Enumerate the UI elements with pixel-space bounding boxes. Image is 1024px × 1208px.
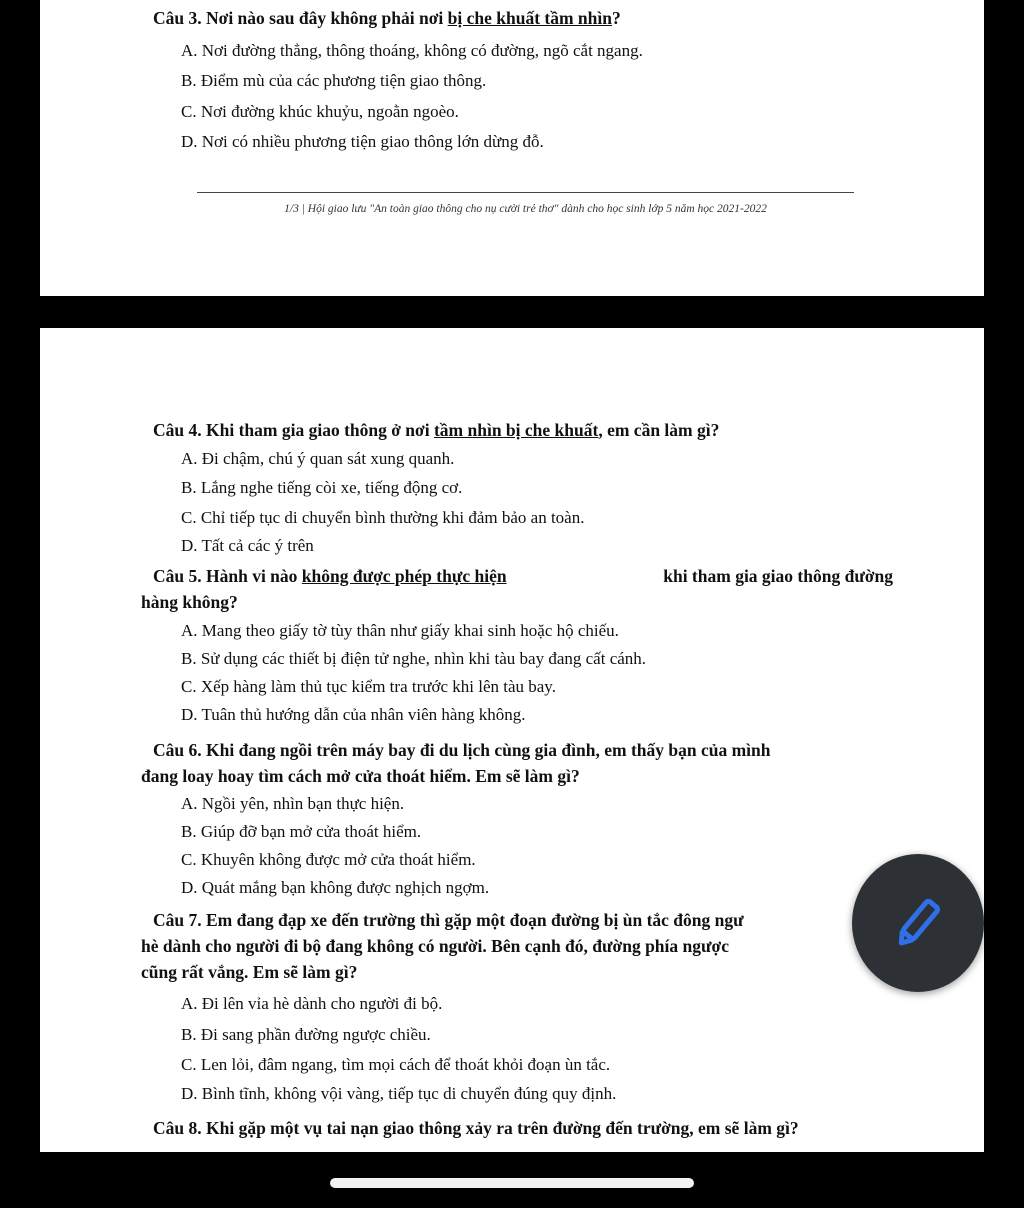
question-5-line-1: Câu 5. Hành vi nào không được phép thực hiện khi tham gia giao thông đường bbox=[153, 566, 893, 586]
question-5-line-2: hàng không? bbox=[141, 592, 238, 612]
question-8: Câu 8. Khi gặp một vụ tai nạn giao thông xảy ra trên đường đến trường, em sẽ làm gì? bbox=[153, 1118, 799, 1138]
q3-option-d: D. Nơi có nhiều phương tiện giao thông lớn dừng đỗ. bbox=[181, 132, 544, 151]
q5-option-a: A. Mang theo giấy tờ tùy thân như giấy khai sinh hoặc hộ chiếu. bbox=[181, 621, 619, 640]
q4-option-c: C. Chỉ tiếp tục di chuyển bình thường khi đảm bảo an toàn. bbox=[181, 508, 585, 527]
q4-option-d: D. Tất cả các ý trên bbox=[181, 536, 314, 555]
question-7-line-1: Câu 7. Em đang đạp xe đến trường thì gặp một đoạn đường bị ùn tắc đông ngư bbox=[153, 910, 744, 930]
q3-option-b: B. Điểm mù của các phương tiện giao thông. bbox=[181, 71, 487, 90]
q6-option-c: C. Khuyên không được mở cửa thoát hiểm. bbox=[181, 850, 476, 869]
pencil-icon bbox=[888, 893, 948, 953]
q5-option-b: B. Sử dụng các thiết bị điện tử nghe, nhìn khi tàu bay đang cất cánh. bbox=[181, 649, 647, 668]
page-footer: 1/3 | Hội giao lưu "An toàn giao thông cho nụ cười trẻ thơ" dành cho học sinh lớp 5 năm học 2021-2022 bbox=[284, 203, 767, 215]
question-7-line-3: cũng rất vắng. Em sẽ làm gì? bbox=[141, 962, 358, 982]
q7-option-c: C. Len lỏi, đâm ngang, tìm mọi cách để thoát khỏi đoạn ùn tắc. bbox=[181, 1055, 611, 1074]
home-indicator[interactable] bbox=[330, 1178, 694, 1188]
edit-fab-button[interactable] bbox=[852, 854, 984, 992]
q7-option-d: D. Bình tĩnh, không vội vàng, tiếp tục di chuyển đúng quy định. bbox=[181, 1084, 617, 1103]
q5-option-c: C. Xếp hàng làm thủ tục kiểm tra trước khi lên tàu bay. bbox=[181, 677, 556, 696]
q3-option-c: C. Nơi đường khúc khuỷu, ngoằn ngoèo. bbox=[181, 102, 459, 121]
question-7-line-2: hè dành cho người đi bộ đang không có người. Bên cạnh đó, đường phía ngược bbox=[141, 936, 729, 956]
q7-option-b: B. Đi sang phần đường ngược chiều. bbox=[181, 1025, 431, 1044]
q7-option-a: A. Đi lên vỉa hè dành cho người đi bộ. bbox=[181, 994, 443, 1013]
document-page-1 bbox=[40, 0, 984, 296]
q6-option-b: B. Giúp đỡ bạn mở cửa thoát hiểm. bbox=[181, 822, 422, 841]
q4-option-b: B. Lắng nghe tiếng còi xe, tiếng động cơ. bbox=[181, 478, 463, 497]
question-3: Câu 3. Nơi nào sau đây không phải nơi bị che khuất tầm nhìn? bbox=[153, 8, 621, 28]
q6-option-d: D. Quát mắng bạn không được nghịch ngợm. bbox=[181, 878, 490, 897]
footer-divider bbox=[197, 192, 854, 193]
question-6-line-2: đang loay hoay tìm cách mở cửa thoát hiểm. Em sẽ làm gì? bbox=[141, 766, 580, 786]
q6-option-a: A. Ngồi yên, nhìn bạn thực hiện. bbox=[181, 794, 405, 813]
q3-option-a: A. Nơi đường thẳng, thông thoáng, không có đường, ngõ cắt ngang. bbox=[181, 41, 643, 60]
q5-option-d: D. Tuân thủ hướng dẫn của nhân viên hàng không. bbox=[181, 705, 526, 724]
document-page-2 bbox=[40, 328, 984, 1152]
question-4: Câu 4. Khi tham gia giao thông ở nơi tầm nhìn bị che khuất, em cần làm gì? bbox=[153, 420, 720, 440]
question-6-line-1: Câu 6. Khi đang ngồi trên máy bay đi du lịch cùng gia đình, em thấy bạn của mình bbox=[153, 740, 771, 760]
q4-option-a: A. Đi chậm, chú ý quan sát xung quanh. bbox=[181, 449, 455, 468]
